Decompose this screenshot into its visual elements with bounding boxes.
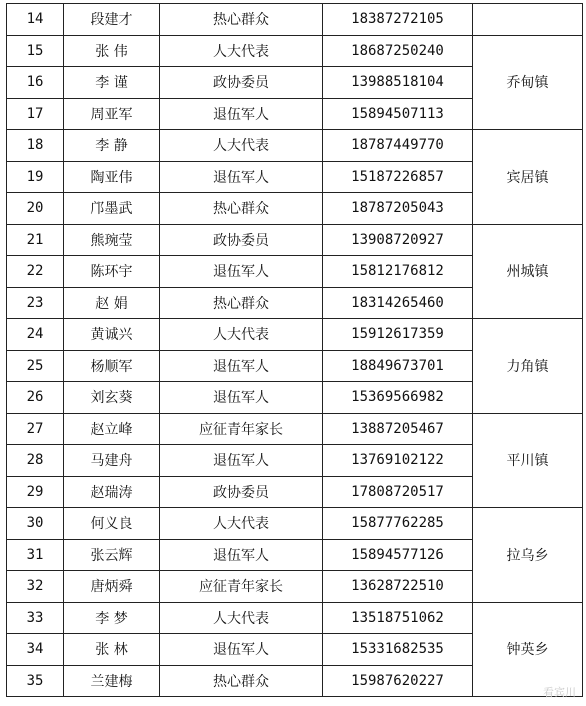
row-number: 14 <box>7 4 64 36</box>
person-name: 周亚军 <box>64 98 160 130</box>
town-name: 平川镇 <box>473 413 583 508</box>
person-name: 刘玄葵 <box>64 382 160 414</box>
phone-number: 15894577126 <box>323 539 473 571</box>
phone-number: 18787449770 <box>323 130 473 162</box>
person-name: 何义良 <box>64 508 160 540</box>
table-row <box>7 602 583 634</box>
person-role: 人大代表 <box>160 130 323 162</box>
person-role: 人大代表 <box>160 35 323 67</box>
row-number: 27 <box>7 413 64 445</box>
person-name: 邝墨武 <box>64 193 160 225</box>
table-row <box>7 508 583 540</box>
row-number: 26 <box>7 382 64 414</box>
person-role: 人大代表 <box>160 602 323 634</box>
person-name: 张 林 <box>64 634 160 666</box>
phone-number: 13887205467 <box>323 413 473 445</box>
row-number: 35 <box>7 665 64 697</box>
watermark-text: 看宾川 <box>543 686 576 699</box>
person-role: 热心群众 <box>160 287 323 319</box>
person-role: 退伍军人 <box>160 382 323 414</box>
town-name: 宾居镇 <box>473 130 583 225</box>
table-body <box>7 4 583 697</box>
table-row <box>7 4 583 36</box>
town-name: 州城镇 <box>473 224 583 319</box>
row-number: 29 <box>7 476 64 508</box>
phone-number: 13769102122 <box>323 445 473 477</box>
phone-number: 15369566982 <box>323 382 473 414</box>
person-role: 退伍军人 <box>160 634 323 666</box>
phone-number: 13988518104 <box>323 67 473 99</box>
person-role: 退伍军人 <box>160 445 323 477</box>
person-role: 热心群众 <box>160 193 323 225</box>
row-number: 16 <box>7 67 64 99</box>
phone-number: 15812176812 <box>323 256 473 288</box>
town-name: 力角镇 <box>473 319 583 414</box>
row-number: 31 <box>7 539 64 571</box>
person-name: 段建才 <box>64 4 160 36</box>
person-role: 政协委员 <box>160 476 323 508</box>
town-cell-empty <box>473 4 583 36</box>
town-name: 乔甸镇 <box>473 35 583 130</box>
person-role: 退伍军人 <box>160 350 323 382</box>
phone-number: 13628722510 <box>323 571 473 603</box>
person-role: 应征青年家长 <box>160 571 323 603</box>
person-name: 杨顺军 <box>64 350 160 382</box>
person-role: 退伍军人 <box>160 161 323 193</box>
table-row <box>7 130 583 162</box>
phone-number: 18687250240 <box>323 35 473 67</box>
person-name: 李 谨 <box>64 67 160 99</box>
person-name: 赵 娟 <box>64 287 160 319</box>
person-role: 热心群众 <box>160 4 323 36</box>
person-name: 马建舟 <box>64 445 160 477</box>
phone-number: 18787205043 <box>323 193 473 225</box>
row-number: 18 <box>7 130 64 162</box>
town-name: 拉乌乡 <box>473 508 583 603</box>
table-row <box>7 224 583 256</box>
person-name: 陶亚伟 <box>64 161 160 193</box>
row-number: 30 <box>7 508 64 540</box>
row-number: 21 <box>7 224 64 256</box>
row-number: 24 <box>7 319 64 351</box>
person-name: 张云辉 <box>64 539 160 571</box>
person-name: 李 梦 <box>64 602 160 634</box>
phone-number: 13518751062 <box>323 602 473 634</box>
table-row <box>7 35 583 67</box>
phone-number: 17808720517 <box>323 476 473 508</box>
phone-number: 18849673701 <box>323 350 473 382</box>
row-number: 28 <box>7 445 64 477</box>
row-number: 23 <box>7 287 64 319</box>
row-number: 33 <box>7 602 64 634</box>
phone-number: 15331682535 <box>323 634 473 666</box>
person-name: 唐炳舜 <box>64 571 160 603</box>
person-name: 黄诚兴 <box>64 319 160 351</box>
representatives-table <box>6 3 583 697</box>
row-number: 15 <box>7 35 64 67</box>
person-role: 退伍军人 <box>160 539 323 571</box>
town-name: 钟英乡 <box>473 602 583 697</box>
person-name: 张 伟 <box>64 35 160 67</box>
person-role: 政协委员 <box>160 224 323 256</box>
row-number: 20 <box>7 193 64 225</box>
row-number: 17 <box>7 98 64 130</box>
row-number: 22 <box>7 256 64 288</box>
person-name: 李 静 <box>64 130 160 162</box>
phone-number: 18387272105 <box>323 4 473 36</box>
phone-number: 15877762285 <box>323 508 473 540</box>
person-name: 赵立峰 <box>64 413 160 445</box>
row-number: 34 <box>7 634 64 666</box>
row-number: 19 <box>7 161 64 193</box>
person-name: 陈环宇 <box>64 256 160 288</box>
person-role: 政协委员 <box>160 67 323 99</box>
person-name: 兰建梅 <box>64 665 160 697</box>
phone-number: 15894507113 <box>323 98 473 130</box>
phone-number: 15912617359 <box>323 319 473 351</box>
phone-number: 18314265460 <box>323 287 473 319</box>
table-row <box>7 319 583 351</box>
phone-number: 13908720927 <box>323 224 473 256</box>
person-role: 退伍军人 <box>160 256 323 288</box>
phone-number: 15987620227 <box>323 665 473 697</box>
person-name: 熊琬莹 <box>64 224 160 256</box>
person-name: 赵瑞涛 <box>64 476 160 508</box>
person-role: 热心群众 <box>160 665 323 697</box>
phone-number: 15187226857 <box>323 161 473 193</box>
row-number: 32 <box>7 571 64 603</box>
table-row <box>7 413 583 445</box>
person-role: 应征青年家长 <box>160 413 323 445</box>
person-role: 退伍军人 <box>160 98 323 130</box>
row-number: 25 <box>7 350 64 382</box>
person-role: 人大代表 <box>160 508 323 540</box>
person-role: 人大代表 <box>160 319 323 351</box>
